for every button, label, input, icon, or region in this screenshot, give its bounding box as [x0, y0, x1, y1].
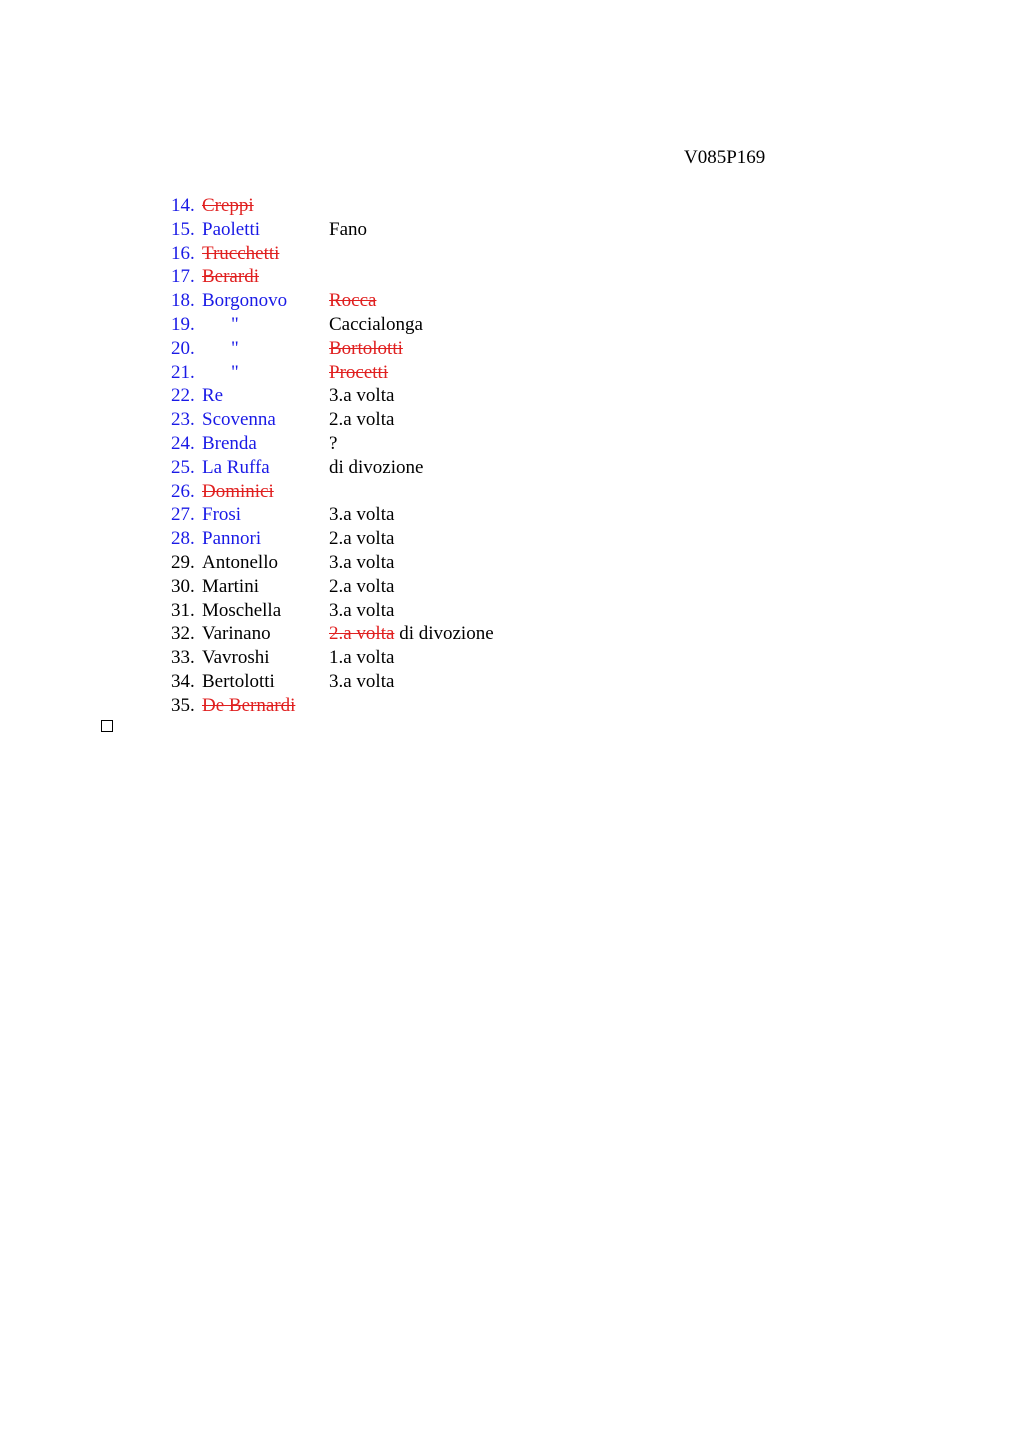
note-text: Caccialonga	[329, 313, 423, 335]
entry-note	[329, 337, 403, 361]
entry-number: 19.	[171, 313, 195, 335]
entry-name: Martini	[202, 575, 259, 597]
entry-note	[329, 527, 394, 551]
entry-note	[329, 313, 423, 337]
entry-name: Scovenna	[202, 409, 276, 431]
checkbox[interactable]	[101, 720, 113, 732]
note-text: 2.a volta	[329, 528, 395, 550]
entry-number: 15.	[171, 218, 195, 240]
entry-number: 29.	[171, 551, 195, 573]
note-text: 2.a volta	[329, 575, 395, 597]
entry-note	[329, 218, 367, 242]
note-text: ?	[329, 432, 338, 454]
entry-number: 34.	[171, 670, 195, 692]
entry-number: 20.	[171, 337, 195, 359]
note-text: 3.a volta	[329, 670, 395, 692]
note-text: 3.a volta	[329, 504, 395, 526]
entry-note	[329, 432, 337, 456]
page-identifier: V085P169	[684, 147, 766, 168]
note-text: 1.a volta	[329, 647, 395, 669]
entry-number: 17.	[171, 266, 195, 288]
entry-number: 30.	[171, 575, 195, 597]
note-text: di divozione	[399, 623, 494, 645]
entry-name: De Bernardi	[202, 694, 296, 716]
entry-number: 21.	[171, 361, 195, 383]
note-text: 3.a volta	[329, 551, 395, 573]
ditto-mark: "	[231, 313, 239, 335]
entry-number: 14.	[171, 195, 195, 216]
entry-name: Brenda	[202, 432, 257, 454]
entry-note	[329, 575, 394, 599]
entry-note	[329, 599, 394, 623]
entry-note	[329, 622, 494, 646]
note-text: 3.a volta	[329, 599, 395, 621]
entry-number: 23.	[171, 409, 195, 431]
entry-name: Borgonovo	[202, 290, 288, 312]
ditto-mark: "	[231, 361, 239, 383]
struck-note-text: Procetti	[329, 361, 389, 383]
entry-note	[329, 408, 394, 432]
entry-name: Antonello	[202, 551, 278, 573]
entry-name: Moschella	[202, 599, 282, 621]
entry-number: 35.	[171, 694, 195, 716]
entry-number: 22.	[171, 385, 195, 407]
entry-number: 18.	[171, 290, 195, 312]
entry-name: Re	[202, 385, 224, 407]
note-text: 3.a volta	[329, 385, 395, 407]
entry-note	[329, 456, 423, 480]
struck-note-text: 2.a volta	[329, 623, 395, 645]
entry-number: 31.	[171, 599, 195, 621]
entry-name: Frosi	[202, 504, 242, 526]
entry-number: 16.	[171, 242, 195, 264]
entry-name: La Ruffa	[202, 456, 270, 478]
entry-name: Varinano	[202, 623, 271, 645]
entry-number: 33.	[171, 647, 195, 669]
entry-number: 26.	[171, 480, 195, 502]
entry-note	[329, 551, 394, 575]
note-text: di divozione	[329, 456, 424, 478]
entry-name: Berardi	[202, 266, 259, 288]
entry-name: Pannori	[202, 528, 262, 550]
entry-name: Trucchetti	[202, 242, 280, 264]
entry-note	[329, 646, 394, 670]
entry-note	[329, 503, 394, 527]
entry-note	[329, 361, 388, 385]
ditto-mark: "	[231, 337, 239, 359]
entry-note	[329, 670, 394, 694]
struck-note-text: Bortolotti	[329, 337, 403, 359]
struck-note-text: Rocca	[329, 290, 377, 312]
entry-name: Creppi	[202, 195, 254, 216]
entry-name: Dominici	[202, 480, 274, 502]
entry-number: 25.	[171, 456, 195, 478]
entry-note	[329, 289, 376, 313]
entry-name: Bertolotti	[202, 670, 275, 692]
entry-number: 28.	[171, 528, 195, 550]
entry-number: 27.	[171, 504, 195, 526]
entry-name: Vavroshi	[202, 647, 270, 669]
entry-name: Paoletti	[202, 218, 261, 240]
entry-number: 32.	[171, 623, 195, 645]
note-text: Fano	[329, 218, 367, 240]
entry-note	[329, 384, 394, 408]
entry-number: 24.	[171, 432, 195, 454]
note-text: 2.a volta	[329, 409, 395, 431]
